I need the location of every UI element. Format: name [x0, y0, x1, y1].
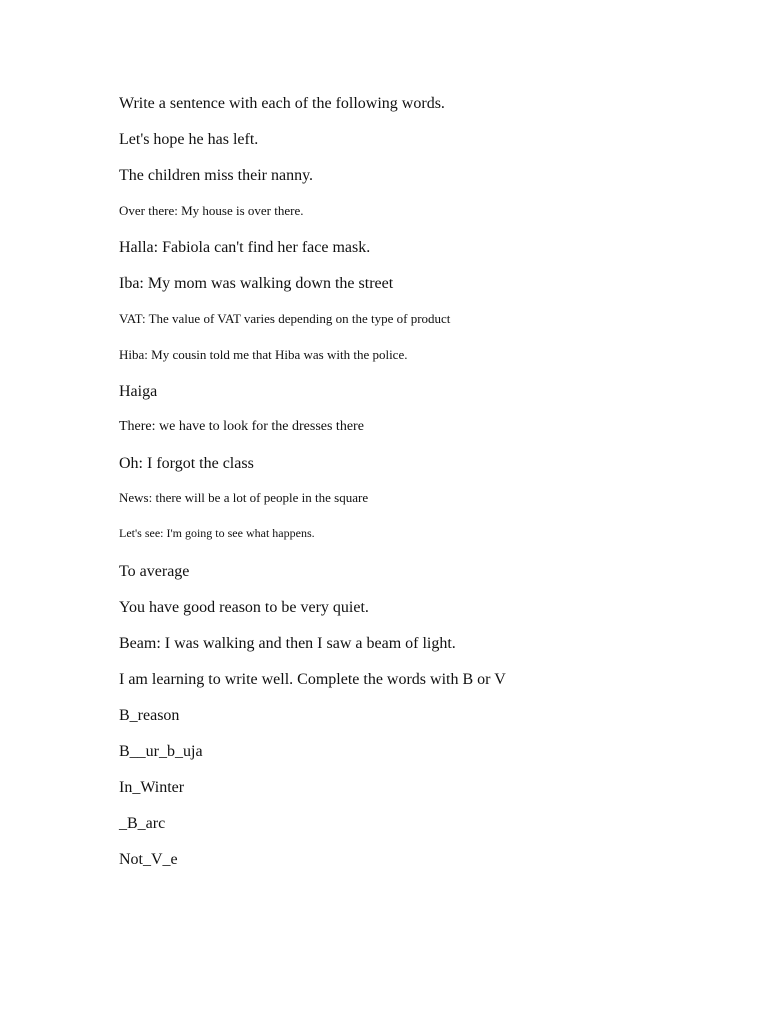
sentence-line: You have good reason to be very quiet. [119, 599, 369, 616]
sentence-line: News: there will be a lot of people in the square [119, 490, 369, 505]
sentence-line: Iba: My mom was walking down the street [119, 275, 394, 292]
exercise-item: B_reason [119, 707, 180, 724]
exercise-item: B__ur_b_uja [119, 743, 203, 760]
exercise-item: In_Winter [119, 779, 185, 796]
sentence-line: Over there: My house is over there. [119, 203, 304, 218]
exercise-heading: I am learning to write well. Complete the words with B or V [119, 671, 506, 688]
sentence-line: Haiga [119, 383, 158, 400]
exercise-item: _B_arc [119, 815, 166, 832]
sentence-line: Let's hope he has left. [119, 131, 259, 148]
sentence-line: To average [119, 563, 190, 580]
instruction-heading: Write a sentence with each of the following words. [119, 95, 445, 112]
sentence-line: Oh: I forgot the class [119, 455, 254, 472]
sentence-line: Halla: Fabiola can't find her face mask. [119, 239, 371, 256]
sentence-line: Hiba: My cousin told me that Hiba was with the police. [119, 347, 408, 362]
sentence-line: There: we have to look for the dresses there [119, 419, 364, 434]
sentence-line: Beam: I was walking and then I saw a beam of light. [119, 635, 456, 652]
sentence-line: VAT: The value of VAT varies depending on the type of product [119, 311, 451, 326]
sentence-line: Let's see: I'm going to see what happens. [119, 526, 315, 540]
exercise-item: Not_V_e [119, 851, 178, 868]
sentence-line: The children miss their nanny. [119, 167, 314, 184]
